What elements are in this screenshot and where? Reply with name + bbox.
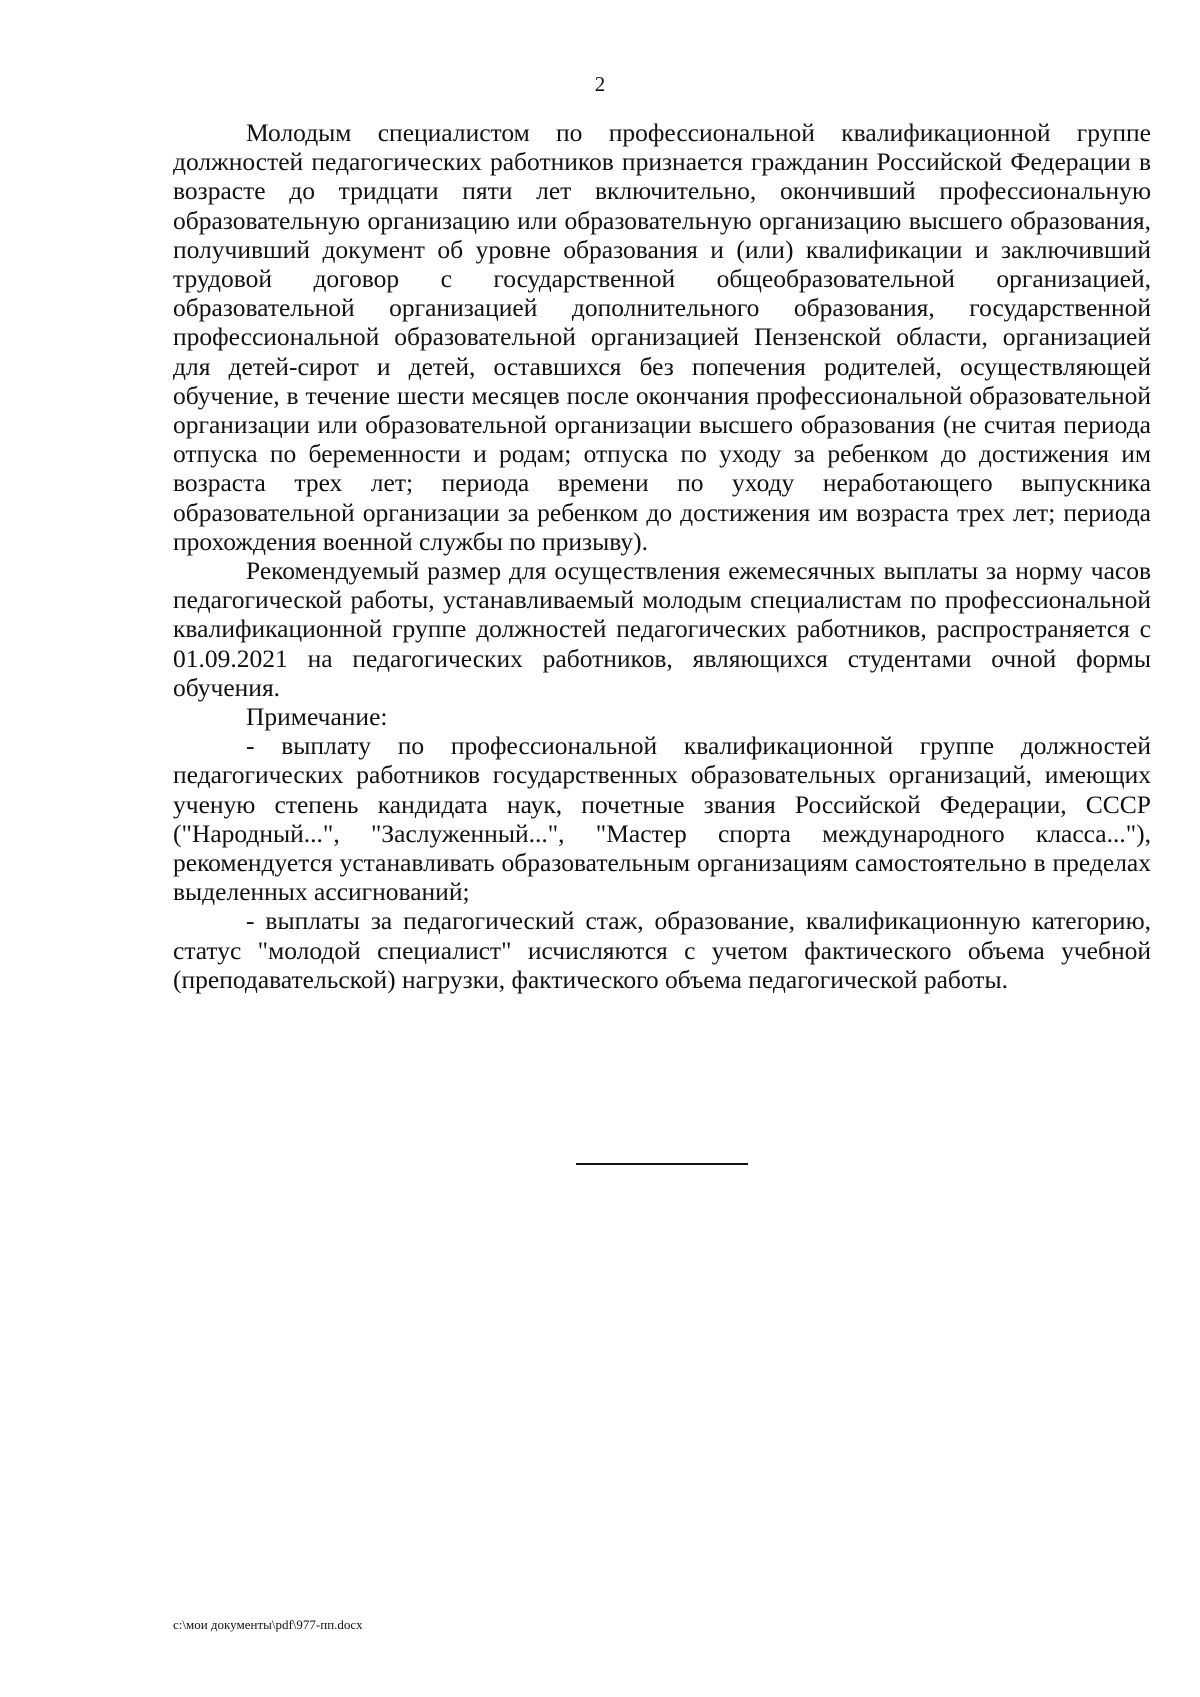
note-item-academic-degree: - выплату по профессиональной квалификационной группе должностей педагогических работников государственных образовательных организаций, имеющих ученую степень кандидата наук, почетные звания Российской Федерации, СССР ("Народный...", "Заслуженный...", "Мастер спорта международного класса..."), рекомендуется устанавливать образовательным организациям самостоятельно в пределах выделенных ассигнований;: [173, 731, 1151, 907]
end-separator-line: [576, 1163, 748, 1165]
page-number: 2: [594, 72, 606, 96]
note-item-experience-payments: - выплаты за педагогический стаж, образование, квалификационную категорию, статус "молодой специалист" исчисляются с учетом фактического объема учебной (преподавательской) нагрузки, фактического объема педагогической работы.: [173, 906, 1151, 994]
paragraph-recommended-payment: Рекомендуемый размер для осуществления ежемесячных выплаты за норму часов педагогической работы, устанавливаемый молодым специалистам по профессиональной квалификационной группе должностей педагогических работников, распространяется с 01.09.2021 на педагогических работников, являющихся студентами очной формы обучения.: [173, 556, 1151, 702]
note-heading: Примечание:: [246, 702, 388, 732]
footer-file-path: c:\мои документы\pdf\977-пп.docx: [173, 1617, 363, 1632]
paragraph-young-specialist-definition: Молодым специалистом по профессиональной квалификационной группе должностей педагогических работников признается гражданин Российской Федерации в возрасте до тридцати пяти лет включительно, окончивший профессиональную образовательную организацию или образовательную организацию высшего образования, получивший документ об уровне образования и (или) квалификации и заключивший трудовой договор с государственной общеобразовательной организацией, образовательной организацией дополнительного образования, государственной профессиональной образовательной организацией Пензенской области, организацией для детей-сирот и детей, оставшихся без попечения родителей, осуществляющей обучение, в течение шести месяцев после окончания профессиональной образовательной организации или образовательной организации высшего образования (не считая периода отпуска по беременности и родам; отпуска по уходу за ребенком до достижения им возраста трех лет; периода времени по уходу неработающего выпускника образовательной организации за ребенком до достижения им возраста трех лет; периода прохождения военной службы по призыву).: [173, 118, 1151, 556]
document-body: [173, 118, 1151, 994]
